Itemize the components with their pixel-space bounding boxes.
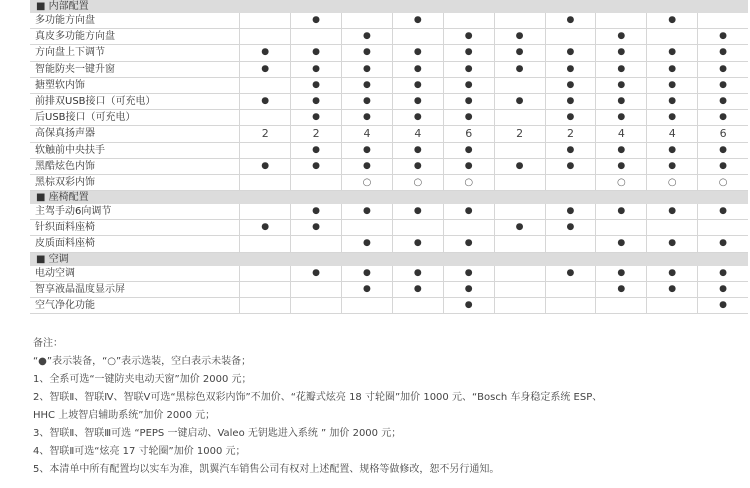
table-row [30, 298, 748, 314]
table-cell [239, 110, 290, 125]
section-header: ■ 内部配置 [30, 0, 748, 13]
table-cell: ● [697, 78, 748, 93]
table-cell: ● [290, 94, 341, 109]
table-cell: ● [290, 266, 341, 281]
note-line: “●”表示装备，“○”表示选装，空白表示未装备； [33, 356, 252, 367]
table-cell: ● [494, 220, 545, 235]
table-cell: 6 [697, 126, 748, 141]
note-line: 5、本清单中所有配置均以实车为准，凯翼汽车销售公司有权对上述配置、规格等做修改，恕不另行通知。 [33, 464, 500, 475]
table-cell: ● [239, 159, 290, 174]
table-cell: ● [341, 204, 392, 219]
table-cell: ● [545, 204, 596, 219]
table-row [30, 282, 748, 298]
table-cell: ● [341, 110, 392, 125]
table-cell [443, 220, 494, 235]
table-cell: ● [392, 143, 443, 158]
table-cell: ● [494, 45, 545, 60]
table-row [30, 110, 748, 126]
table-cell: ● [646, 62, 697, 77]
table-cell: ● [595, 159, 646, 174]
table-cell: ● [646, 236, 697, 251]
table-cell: 4 [341, 126, 392, 141]
table-cell: ● [443, 94, 494, 109]
table-cell [239, 143, 290, 158]
table-cell: 4 [595, 126, 646, 141]
table-cell: ● [697, 29, 748, 44]
table-cell [494, 298, 545, 313]
table-cell [290, 29, 341, 44]
table-cell: ● [392, 13, 443, 28]
table-cell: ○ [595, 175, 646, 190]
note-line: 4、智联Ⅱ可选“炫亮 17 寸轮圈”加价 1000 元； [33, 446, 246, 457]
table-cell: ● [443, 143, 494, 158]
table-cell: ● [697, 62, 748, 77]
table-cell: ○ [341, 175, 392, 190]
table-cell [290, 175, 341, 190]
table-cell: ● [290, 13, 341, 28]
table-cell [646, 220, 697, 235]
table-cell [545, 236, 596, 251]
table-cell: ● [443, 62, 494, 77]
table-cell: ● [443, 236, 494, 251]
table-cell: ● [545, 62, 596, 77]
table-row [30, 236, 748, 252]
table-cell: ● [443, 282, 494, 297]
table-cell: ● [341, 45, 392, 60]
table-row [30, 78, 748, 94]
table-cell: ● [290, 62, 341, 77]
table-row [30, 94, 748, 110]
table-cell: ● [697, 110, 748, 125]
table-cell: ● [341, 236, 392, 251]
table-row [30, 159, 748, 175]
table-cell: ● [392, 266, 443, 281]
table-cell: ● [341, 143, 392, 158]
table-cell: ● [646, 266, 697, 281]
table-cell: ○ [697, 175, 748, 190]
row-label: 电动空调 [35, 267, 75, 279]
table-cell: ● [239, 45, 290, 60]
table-cell [239, 236, 290, 251]
table-cell: ● [392, 94, 443, 109]
table-cell: ● [545, 78, 596, 93]
table-cell: 2 [545, 126, 596, 141]
table-cell: ● [341, 29, 392, 44]
table-cell: ● [443, 298, 494, 313]
note-line: 2、智联Ⅱ、智联Ⅳ、智联Ⅴ可选“黑棕色双彩内饰”不加价、“花瓣式炫亮 18 寸轮圈”加价 1000 元、“Bosch 车身稳定系统 ESP、 [33, 392, 603, 403]
table-cell: 6 [443, 126, 494, 141]
table-cell: ● [545, 266, 596, 281]
table-cell: ● [443, 204, 494, 219]
table-cell: ● [341, 62, 392, 77]
table-row [30, 126, 748, 142]
row-label: 搪塑软内饰 [35, 79, 85, 91]
table-row [30, 204, 748, 220]
table-cell [494, 204, 545, 219]
table-row [30, 13, 748, 29]
table-cell: ● [341, 159, 392, 174]
spec-table [30, 0, 748, 314]
table-cell: ● [341, 78, 392, 93]
table-cell: ● [595, 29, 646, 44]
table-cell: ● [443, 29, 494, 44]
table-cell [595, 13, 646, 28]
table-cell: 2 [494, 126, 545, 141]
table-cell: ● [697, 298, 748, 313]
table-cell: ● [392, 62, 443, 77]
table-cell [341, 13, 392, 28]
table-cell: ● [341, 282, 392, 297]
note-line: HHC 上坡智启辅助系统”加价 2000 元； [33, 410, 216, 421]
table-cell: ● [646, 94, 697, 109]
table-cell: 2 [239, 126, 290, 141]
row-label: 智能防夹一键升窗 [35, 63, 115, 75]
table-cell [545, 175, 596, 190]
table-cell: ● [697, 94, 748, 109]
table-cell: ● [646, 282, 697, 297]
table-cell [494, 143, 545, 158]
row-label: 前排双USB接口（可充电） [35, 95, 156, 107]
table-cell: ● [646, 110, 697, 125]
table-row [30, 220, 748, 236]
table-cell: ● [494, 94, 545, 109]
table-cell [239, 78, 290, 93]
table-row [30, 29, 748, 45]
table-cell: ● [290, 110, 341, 125]
table-cell: 4 [646, 126, 697, 141]
table-cell [392, 220, 443, 235]
table-cell: ● [494, 62, 545, 77]
table-cell: ● [595, 45, 646, 60]
table-cell [341, 220, 392, 235]
table-cell [697, 220, 748, 235]
table-cell: ● [290, 220, 341, 235]
table-cell: ● [595, 110, 646, 125]
table-cell: ● [341, 266, 392, 281]
table-cell: ○ [392, 175, 443, 190]
table-cell: ● [239, 220, 290, 235]
table-cell: ● [392, 45, 443, 60]
table-cell: ● [697, 236, 748, 251]
table-cell: ● [545, 94, 596, 109]
table-cell [290, 236, 341, 251]
table-cell: ○ [646, 175, 697, 190]
table-cell [239, 204, 290, 219]
table-cell [494, 266, 545, 281]
table-cell [545, 298, 596, 313]
table-cell [646, 298, 697, 313]
table-cell: ● [443, 159, 494, 174]
table-cell: ● [290, 143, 341, 158]
row-label: 后USB接口（可充电） [35, 112, 136, 124]
table-cell [239, 298, 290, 313]
row-label: 高保真扬声器 [35, 128, 95, 140]
table-cell [290, 282, 341, 297]
table-cell [239, 266, 290, 281]
row-label: 空气净化功能 [35, 300, 95, 311]
table-cell: ● [545, 45, 596, 60]
table-cell: ● [443, 266, 494, 281]
table-cell: ● [545, 110, 596, 125]
table-cell: ● [392, 204, 443, 219]
table-cell: ● [646, 159, 697, 174]
table-cell [545, 29, 596, 44]
table-cell [290, 298, 341, 313]
row-label: 黑棕双彩内饰 [35, 176, 95, 188]
table-cell [239, 13, 290, 28]
row-label: 黑酷炫色内饰 [35, 160, 95, 172]
row-label: 主驾手动6向调节 [35, 206, 112, 218]
table-cell: ● [290, 45, 341, 60]
notes [33, 335, 733, 479]
table-cell: ● [646, 143, 697, 158]
table-cell: ● [595, 143, 646, 158]
table-cell: ● [494, 159, 545, 174]
table-cell [545, 282, 596, 297]
table-cell: ● [595, 94, 646, 109]
table-cell: ● [494, 29, 545, 44]
table-cell: ● [697, 143, 748, 158]
table-cell: ● [595, 236, 646, 251]
table-cell [494, 282, 545, 297]
table-cell [494, 78, 545, 93]
row-label: 针织面料座椅 [35, 222, 95, 234]
table-cell [392, 298, 443, 313]
table-cell: ● [290, 204, 341, 219]
table-cell: ● [697, 282, 748, 297]
table-cell: ● [697, 45, 748, 60]
table-cell: ● [443, 110, 494, 125]
table-cell: ● [697, 204, 748, 219]
table-cell [494, 13, 545, 28]
table-cell [239, 29, 290, 44]
table-cell: ● [545, 159, 596, 174]
row-label: 皮质面料座椅 [35, 238, 95, 250]
table-cell: ● [392, 159, 443, 174]
table-cell: ● [545, 220, 596, 235]
table-cell: ● [392, 282, 443, 297]
row-label: 多功能方向盘 [35, 15, 95, 26]
table-cell [595, 298, 646, 313]
note-line: 3、智联Ⅱ、智联Ⅲ可选 “PEPS 一键启动、Valeo 无钥匙进入系统 ” 加价 2000 元； [33, 428, 402, 439]
table-row [30, 266, 748, 282]
table-cell: ● [392, 78, 443, 93]
table-cell: ● [595, 204, 646, 219]
table-cell: ● [290, 159, 341, 174]
table-cell: ● [443, 45, 494, 60]
row-label: 智享液晶温度显示屏 [35, 283, 125, 295]
table-cell: ● [646, 45, 697, 60]
table-cell [239, 282, 290, 297]
table-cell: ● [392, 110, 443, 125]
table-row [30, 62, 748, 78]
table-cell: ● [290, 78, 341, 93]
table-cell [392, 29, 443, 44]
table-cell: ● [443, 78, 494, 93]
table-cell: ● [545, 13, 596, 28]
section-header: ■ 空调 [30, 253, 748, 266]
table-cell [494, 236, 545, 251]
table-cell: ● [697, 159, 748, 174]
table-cell: ● [545, 143, 596, 158]
table-cell: 4 [392, 126, 443, 141]
table-cell: ● [646, 204, 697, 219]
table-cell: ● [239, 62, 290, 77]
table-cell: ● [646, 13, 697, 28]
table-cell [443, 13, 494, 28]
row-label: 软触前中央扶手 [35, 144, 105, 156]
table-cell [697, 13, 748, 28]
table-row [30, 143, 748, 159]
table-row [30, 45, 748, 61]
row-label: 真皮多功能方向盘 [35, 31, 115, 43]
table-cell: ● [595, 282, 646, 297]
table-cell: ● [239, 94, 290, 109]
table-cell: ● [595, 62, 646, 77]
note-line: 1、全系可选“一键防夹电动天窗”加价 2000 元； [33, 374, 252, 385]
section-header: ■ 座椅配置 [30, 191, 748, 204]
table-cell: ● [341, 94, 392, 109]
table-cell [341, 298, 392, 313]
table-cell: ● [646, 78, 697, 93]
row-label: 方向盘上下调节 [35, 47, 105, 59]
table-cell: ● [595, 266, 646, 281]
table-row [30, 175, 748, 191]
table-cell [494, 110, 545, 125]
table-cell [595, 220, 646, 235]
table-cell: ● [697, 266, 748, 281]
table-cell [239, 175, 290, 190]
table-cell [646, 29, 697, 44]
table-cell: ○ [443, 175, 494, 190]
table-cell: 2 [290, 126, 341, 141]
notes-title: 备注： [33, 338, 63, 349]
table-cell: ● [595, 78, 646, 93]
table-cell: ● [392, 236, 443, 251]
table-cell [494, 175, 545, 190]
